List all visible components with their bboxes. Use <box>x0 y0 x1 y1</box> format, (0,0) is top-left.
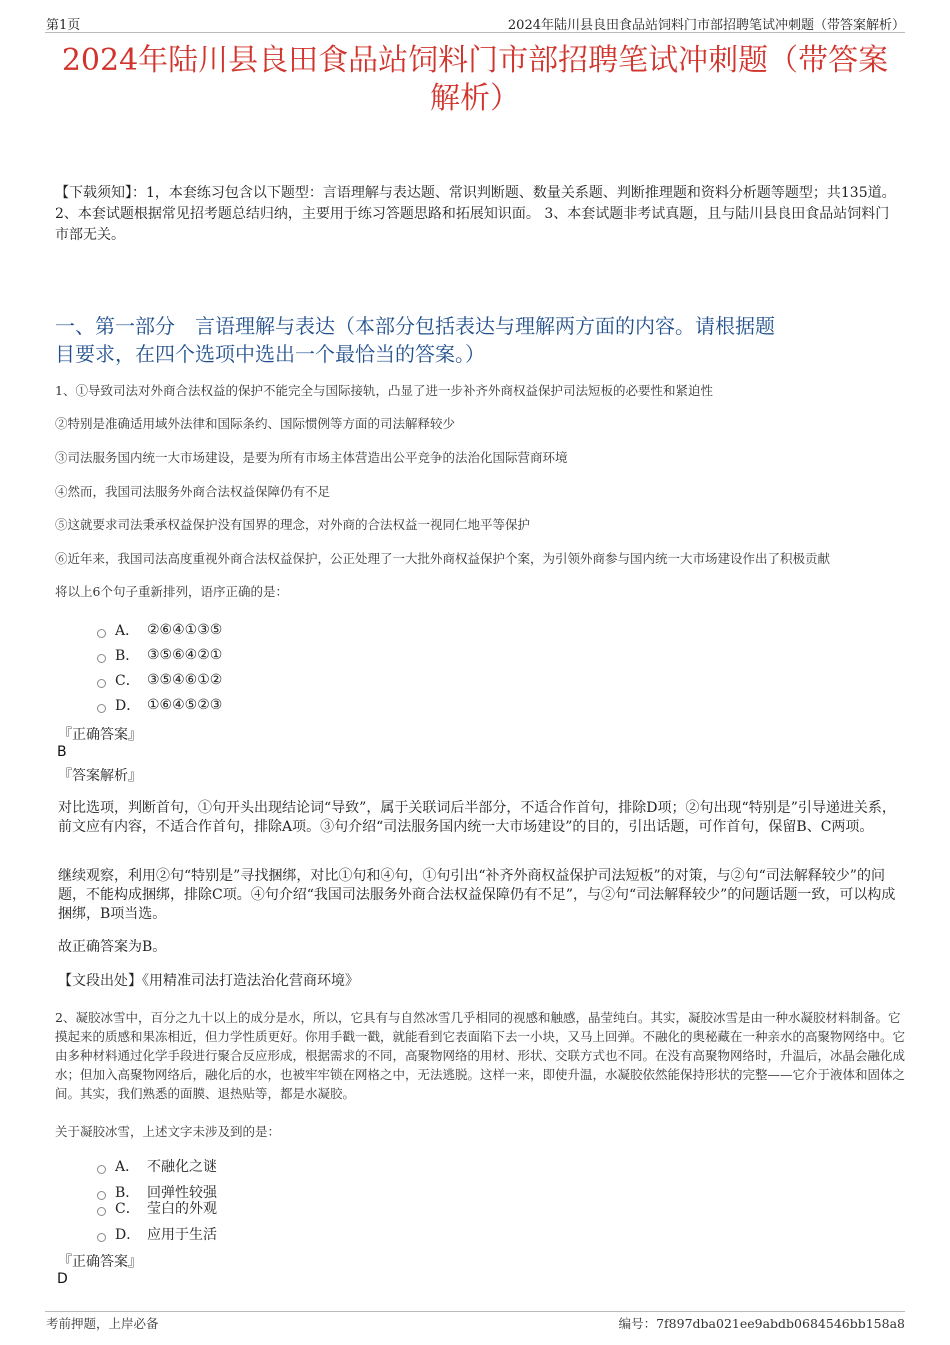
radio-icon[interactable] <box>97 1165 106 1174</box>
q1-stem: 将以上6个句子重新排列，语序正确的是： <box>55 584 288 599</box>
q2-option-a[interactable] <box>97 1156 217 1176</box>
option-text: ②⑥④①③⑤ <box>147 622 223 638</box>
q2-option-d[interactable] <box>97 1224 217 1244</box>
header-divider <box>45 32 905 33</box>
radio-icon[interactable] <box>97 704 106 713</box>
radio-icon[interactable] <box>97 1207 106 1216</box>
q2-answer: D <box>57 1271 68 1287</box>
footer-document-id: 编号：7f897dba021ee9abdb0684546bb158a8 <box>618 1316 905 1331</box>
download-notice: 【下载须知】：1，本套练习包含以下题型：言语理解与表达题、常识判断题、数量关系题、判断推理题和资料分析题等题型；共135道。 2、本套试题根据常见招考题总结归纳，主要用于练习答题思路和拓展知识面。 3、本套试题非考试真题，且与陆川县良田食品站饲料门市部无关。 <box>55 185 896 243</box>
title-line-2: 解析） <box>430 81 520 116</box>
option-text: ③⑤④⑥①② <box>147 672 223 688</box>
option-letter: C． <box>115 1201 140 1217</box>
q1-sentence-2: ②特别是准确适用域外法律和国际条约、国际惯例等方面的司法解释较少 <box>55 416 456 431</box>
q1-analysis-label: 『答案解析』 <box>58 768 142 784</box>
radio-icon[interactable] <box>97 629 106 638</box>
radio-icon[interactable] <box>97 1233 106 1242</box>
q1-sentence-5: ⑤这就要求司法秉承权益保护没有国界的理念，对外商的合法权益一视同仁地平等保护 <box>55 517 531 532</box>
q1-answer: B <box>57 744 67 760</box>
option-text: ①⑥④⑤②③ <box>147 697 223 713</box>
option-text: 不融化之谜 <box>147 1159 217 1175</box>
q2-passage: 2、凝胶冰雪中，百分之九十以上的成分是水，所以，它具有与自然冰雪几乎相同的视感和触感，晶莹纯白。其实，凝胶冰雪是由一种水凝胶材料制备。它摸起来的质感和果冻相近，但力学性质更好。你用手戳一戳，就能看到它表面陷下去一小块，又马上回弹。不融化的奥秘藏在一种亲水的高聚物网络中。它由多种材料通过化学手段进行聚合反应形成，根据需求的不同，高聚物网络的用材、形状、交联方式也不同。在没有高聚物网络时，升温后，冰晶会融化成水；但加入高聚物网络后，融化后的水，也被牢牢锁在网格之中，无法逃脱。这样一来，即使升温，水凝胶依然能保持形状的完整——它介于液体和固体之间。其实，我们熟悉的面膜、退热贴等，都是水凝胶。 <box>55 1010 906 1101</box>
q2-option-c[interactable] <box>97 1198 217 1218</box>
option-text: ③⑤⑥④②① <box>147 647 223 663</box>
footer-divider <box>45 1311 905 1312</box>
q1-sentence-1: 1、①导致司法对外商合法权益的保护不能完全与国际接轨，凸显了进一步补齐外商权益保护司法短板的必要性和紧迫性 <box>55 383 713 398</box>
option-letter: A． <box>115 1159 140 1175</box>
document-title <box>40 42 910 118</box>
section-heading-line-1: 一、第一部分 言语理解与表达（本部分包括表达与理解两方面的内容。请根据题 <box>55 314 775 338</box>
q1-option-c[interactable] <box>97 670 222 690</box>
option-text: 应用于生活 <box>147 1227 217 1243</box>
q2-answer-label: 『正确答案』 <box>58 1254 142 1270</box>
footer-slogan: 考前押题，上岸必备 <box>46 1316 159 1331</box>
option-letter: B． <box>115 1185 140 1201</box>
option-letter: C． <box>115 673 140 689</box>
q1-sentence-3: ③司法服务国内统一大市场建设，是要为所有市场主体营造出公平竞争的法治化国际营商环境 <box>55 450 568 465</box>
q1-option-b[interactable] <box>97 645 222 665</box>
section-heading-line-2: 目要求，在四个选项中选出一个最恰当的答案。） <box>55 342 485 366</box>
running-title: 2024年陆川县良田食品站饲料门市部招聘笔试冲刺题（带答案解析） <box>507 18 905 33</box>
q1-sentence-4: ④然而，我国司法服务外商合法权益保障仍有不足 <box>55 484 331 499</box>
option-text: 回弹性较强 <box>147 1185 217 1201</box>
q1-answer-label: 『正确答案』 <box>58 727 142 743</box>
q1-option-a[interactable] <box>97 620 222 640</box>
title-line-1: 2024年陆川县良田食品站饲料门市部招聘笔试冲刺题（带答案 <box>61 43 889 78</box>
q1-analysis-conclusion: 故正确答案为B。 <box>58 939 167 955</box>
radio-icon[interactable] <box>97 679 106 688</box>
option-text: 莹白的外观 <box>147 1201 217 1217</box>
section-heading <box>55 312 905 368</box>
option-letter: B． <box>115 648 140 664</box>
q1-source: 【文段出处】《用精准司法打造法治化营商环境》 <box>58 973 359 989</box>
q1-analysis-paragraph-2: 继续观察，利用②句“特别是”寻找捆绑，对比①句和④句，①句引出“补齐外商权益保护司法短板”的对策，与②句“司法解释较少”的问题，不能构成捆绑，排除C项。④句介绍“我国司法服务外商合法权益保障仍有不足”，与②句“司法解释较少”的问题话题一致，可以构成捆绑，B项当选。 <box>58 868 896 922</box>
option-letter: D． <box>115 1227 141 1243</box>
page-number: 第1页 <box>46 18 81 33</box>
q1-sentence-6: ⑥近年来，我国司法高度重视外商合法权益保护，公正处理了一大批外商权益保护个案，为引领外商参与国内统一大市场建设作出了积极贡献 <box>55 551 831 566</box>
q1-option-d[interactable] <box>97 695 222 715</box>
q2-stem: 关于凝胶冰雪，上述文字未涉及到的是： <box>55 1124 281 1139</box>
option-letter: D． <box>115 698 141 714</box>
q1-analysis-paragraph-1: 对比选项，判断首句，①句开头出现结论词“导致”，属于关联词后半部分，不适合作首句，排除D项；②句出现“特别是”引导递进关系，前文应有内容，不适合作首句，排除A项。③句介绍“司法服务国内统一大市场建设”的目的，引出话题，可作首句，保留B、C两项。 <box>58 800 896 835</box>
option-letter: A． <box>115 623 140 639</box>
radio-icon[interactable] <box>97 654 106 663</box>
